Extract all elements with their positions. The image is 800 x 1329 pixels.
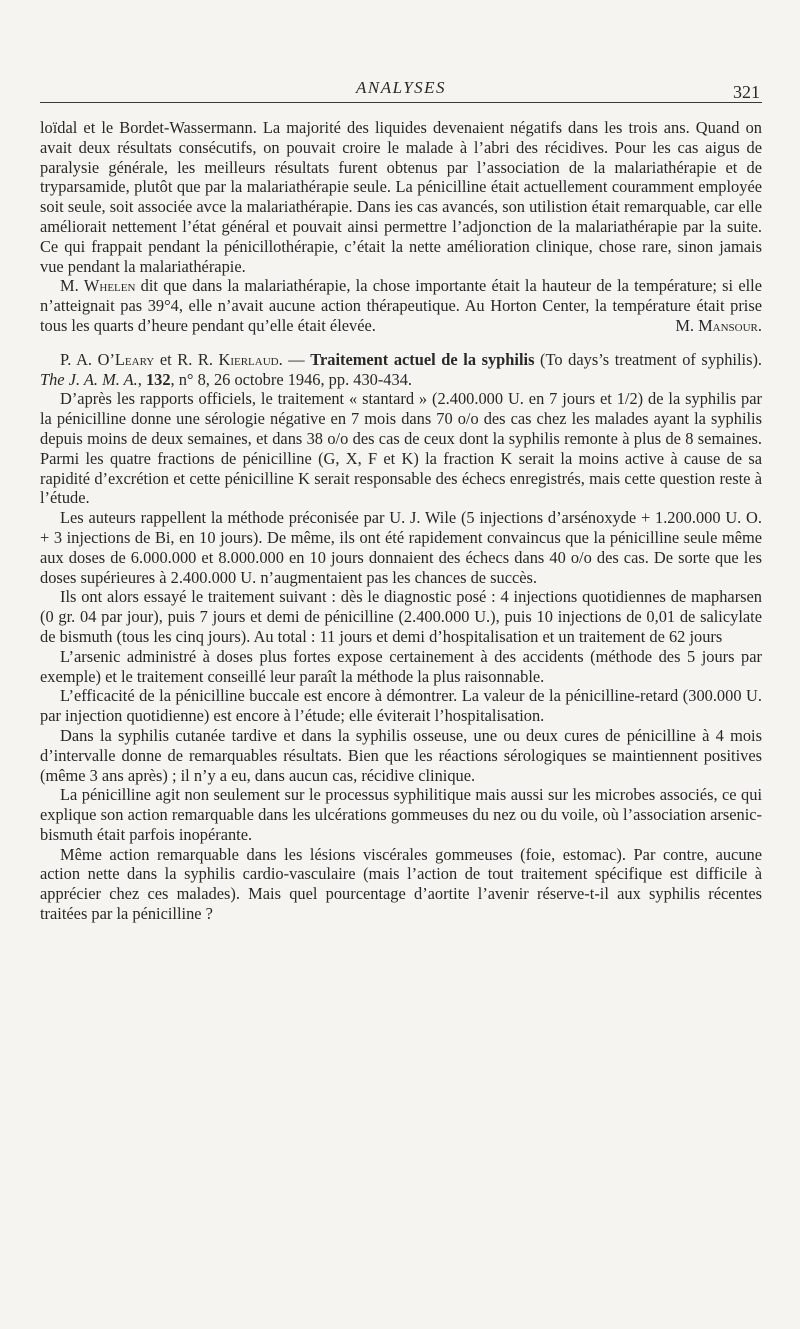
paragraph-10: Même action remarquable dans les lésions viscérales gommeuses (foie, estomac). Par contre, aucune action nette dans la syphilis cardio-vasculaire (mais l’action de tout traitement spécifique est difficile à apprécier chez ces malades). Mais quel pourcentage d’aortite l’avenir réserve-t-il aux syphilis récentes traitées par la pénicilline ?: [40, 844, 762, 924]
paragraph-4: Les auteurs rappellent la méthode préconisée par U. J. Wile (5 injections d’arsénoxyde + 1.200.000 U. O. + 3 injections de Bi, en 10 jours). De même, ils ont été rapidement convaincus que la pénicilline seule même aux doses de 6.000.000 et 8.000.000 en 10 jours donnaient des échecs dans 40 o/o des cas. De sorte que les doses supérieures à 2.400.000 U. n’augmentaient pas les chances de succès.: [40, 508, 762, 587]
ref-title: Traitement actuel de la syphilis: [310, 349, 535, 369]
paragraph-2: [40, 276, 762, 335]
p2-text: dit que dans la malariathérapie, la chose importante était la hauteur de la température; si elle n’atteignait pas 39°4, elle n’avait aucune action thérapeutique. Au Horton Center, la température était prise tous les quarts d’heure pendant qu’elle était élevée.: [40, 276, 762, 335]
paragraph-6: L’arsenic administré à doses plus fortes expose certainement à des accidents (méthode des 5 jours par exemple) et le traitement conseillé leur paraît la méthode la plus raisonnable.: [40, 646, 762, 686]
signature: [655, 316, 762, 336]
ref-author-1: O’Leary: [97, 349, 155, 369]
running-title: ANALYSES: [355, 78, 447, 97]
ref-author-2: Kierlaud.: [218, 349, 283, 369]
ref-initials: P. A.: [60, 349, 98, 369]
p2-name: Whelen: [83, 276, 136, 296]
paragraph-8: Dans la syphilis cutanée tardive et dans la syphilis osseuse, une ou deux cures de pénicilline à 4 mois d’intervalle donne de remarquables résultats. Bien que les réactions sérologiques se maintiennent positives (même 3 ans après) ; il n’y a eu, dans aucun cas, récidive clinique.: [40, 725, 762, 785]
paragraph-3: D’après les rapports officiels, le traitement « stantard » (2.400.000 U. en 7 jours et 1/2) de la syphilis par la pénicilline donne une sérologie négative en 7 mois dans 70 o/o des cas chez les malades ayant la syphilis depuis moins de deux semaines, et dans 38 o/o des cas de ceux dont la syphilis remonte à plus de 8 semaines. Parmi les quatre fractions de pénicilline (G, X, F et K) la fraction K serait la moins active à cause de sa rapidité d’excrétion et cette pénicilline K serait responsable des échecs enregistrés, mais cette question reste à l’étude.: [40, 389, 762, 508]
ref-details: , n° 8, 26 octobre 1946, pp. 430-434.: [170, 369, 412, 389]
reference-heading: [40, 350, 762, 390]
ref-volume: 132: [145, 369, 171, 389]
ref-comma: ,: [137, 369, 146, 389]
ref-journal: The J. A. M. A.: [40, 369, 138, 389]
article-body: [40, 118, 762, 924]
ref-original-title: (To days’s treatment of syphilis).: [534, 349, 762, 369]
paragraph-9: La pénicilline agit non seulement sur le processus syphilitique mais aussi sur les microbes associés, ce qui explique son action remarquable dans les ulcérations gommeuses du nez ou du voile, où l’association arsenic-bismuth était parfois inopérante.: [40, 785, 762, 844]
ref-et: et R. R.: [154, 349, 219, 369]
paragraph-1: loïdal et le Bordet-Wassermann. La majorité des liquides devenaient négatifs dans les trois ans. Quand on avait deux résultats consécutifs, on pouvait croire le malade à l’abri des récidives. Pour les cas aigus de paralysie générale, les meilleurs résultats furent obtenus par l’association de la malariathérapie et de tryparsamide, plutôt que par la malariathérapie seule. La pénicilline était actuellement couramment employée soit seule, soit associée avce la malariathérapie. Dans ies cas avancés, son utilistion était remarquable, car elle améliorait nettement l’état général et pouvait ainsi permettre l’adjonction de la malariathérapie par la suite. Ce qui frappait pendant la pénicillothérapie, c’était la nette amélioration clinique, chose rare, sinon jamais vue pendant la malariathérapie.: [40, 118, 762, 276]
page-number: 321: [733, 82, 760, 102]
paragraph-7: L’efficacité de la pénicilline buccale est encore à démontrer. La valeur de la pénicilline-retard (300.000 U. par injection quotidienne) est encore à l’étude; elle éviterait l’hospitalisation.: [40, 686, 762, 726]
ref-dash: —: [282, 349, 311, 369]
signature-prefix: M.: [675, 315, 699, 335]
paragraph-5: Ils ont alors essayé le traitement suivant : dès le diagnostic posé : 4 injections quotidiennes de mapharsen (0 gr. 04 par jour), puis 7 jours et demi de pénicilline (2.400.000 U.), puis 10 injections de 0,01 de salicylate de bismuth (tous les cinq jours). Au total : 11 jours et demi d’hospitalisation et un traitement de 62 jours: [40, 587, 762, 646]
page-header: [40, 78, 762, 103]
signature-name: Mansour.: [698, 315, 762, 335]
p2-prefix: M.: [60, 276, 84, 296]
